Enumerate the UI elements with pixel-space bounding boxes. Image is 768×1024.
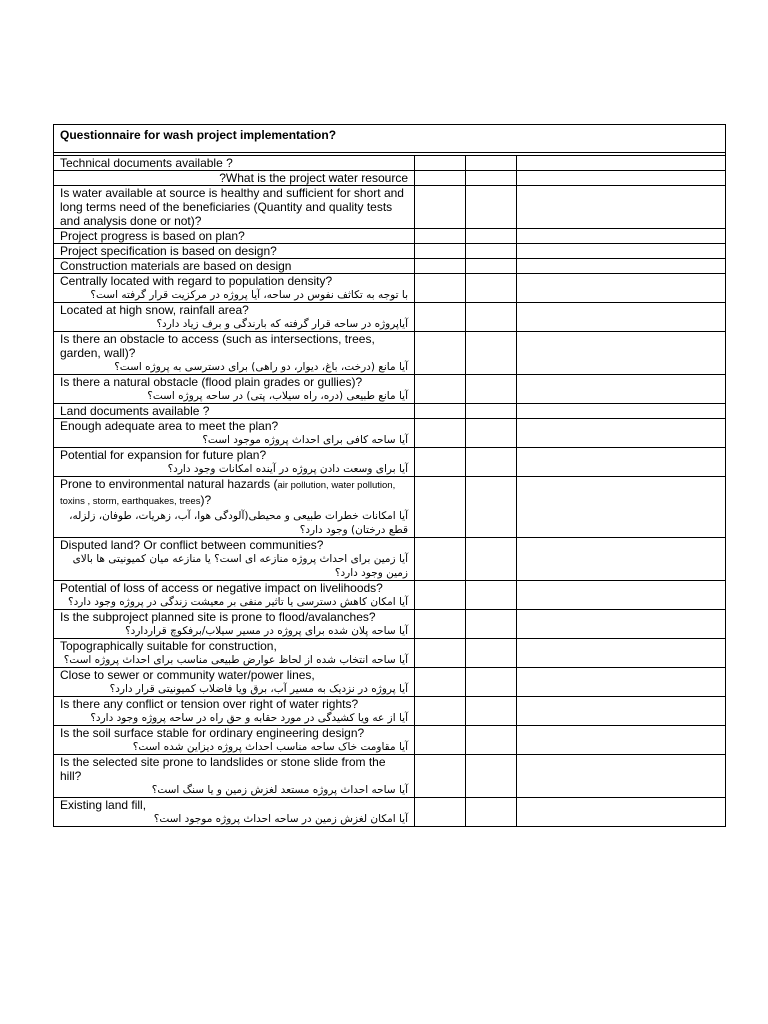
answer-cell[interactable] <box>517 332 726 375</box>
answer-cell[interactable] <box>466 274 517 303</box>
answer-cell[interactable] <box>466 171 517 186</box>
question-text <box>60 668 408 682</box>
question-text-main: Is water available at source is healthy and sufficient for short and long terms need of the beneficiaries (Quantity and quality tests and analysis done or not)? <box>60 186 404 228</box>
answer-cell[interactable] <box>466 156 517 171</box>
question-text-main: Potential for expansion for future plan? <box>60 448 267 462</box>
answer-cell[interactable] <box>517 581 726 610</box>
question-row <box>54 186 726 229</box>
question-text <box>60 274 408 288</box>
answer-cell[interactable] <box>466 581 517 610</box>
question-text-dari: آیا پروژه در نزدیک به مسیر آب، برق ویا فاضلاب کمیونیتی قرار دارد؟ <box>109 683 408 695</box>
question-cell <box>54 244 415 259</box>
question-cell <box>54 639 415 668</box>
question-row <box>54 332 726 375</box>
question-cell <box>54 229 415 244</box>
question-text <box>60 303 408 317</box>
question-text-main: Is the subproject planned site is prone to flood/avalanches? <box>60 610 376 624</box>
question-text-main: Land documents available ? <box>60 404 210 418</box>
question-text-dari: آیا زمین برای احداث پروژه منازعه ای است؟ یا منازعه میان کمیونیتی ها بالای زمین وجود دارد؟ <box>72 553 408 579</box>
question-text-dari: آیا برای وسعت دادن پروژه در آینده امکانات وجود دارد؟ <box>167 463 408 475</box>
answer-cell[interactable] <box>415 274 466 303</box>
answer-cell[interactable] <box>517 668 726 697</box>
question-text-dari: آیا امکانات خطرات طبیعی و محیطی(آلودگی هوا، آب، زهریات، طوفان، زلزله، قطع درختان) وجود دارد؟ <box>69 510 408 536</box>
answer-cell[interactable] <box>415 798 466 827</box>
answer-cell[interactable] <box>517 244 726 259</box>
question-text-dari: آیاپروژه در ساحه قرار گرفته که بارندگی و برف زیاد دارد؟ <box>156 318 408 330</box>
question-text-main: Disputed land? Or conflict between communities? <box>60 538 324 552</box>
question-text <box>60 332 408 360</box>
question-row <box>54 755 726 798</box>
question-row <box>54 375 726 404</box>
answer-cell[interactable] <box>415 404 466 419</box>
question-text-main: Prone to environmental natural hazards ( <box>60 477 278 491</box>
question-row <box>54 639 726 668</box>
question-text-main: Existing land fill, <box>60 798 147 812</box>
answer-cell[interactable] <box>415 697 466 726</box>
answer-cell[interactable] <box>517 755 726 798</box>
question-text <box>60 639 408 653</box>
questionnaire-table <box>53 124 726 827</box>
question-text <box>60 755 408 783</box>
question-text <box>60 229 408 243</box>
answer-cell[interactable] <box>466 538 517 581</box>
question-cell <box>54 668 415 697</box>
question-text-dari: آیا مانع طبیعی (دره، راه سیلاب، پتی) در ساحه پروژه است؟ <box>147 390 408 402</box>
answer-cell[interactable] <box>466 726 517 755</box>
question-row <box>54 798 726 827</box>
question-text-main: Is there any conflict or tension over right of water rights? <box>60 697 359 711</box>
answer-cell[interactable] <box>517 639 726 668</box>
question-text-detail: air pollution, water pollution, toxins , storm, earthquakes, trees <box>60 480 396 507</box>
question-row <box>54 274 726 303</box>
question-row <box>54 668 726 697</box>
question-text-dari: آیا مقاومت خاک ساحه مناسب احداث پروژه دیزاین شده است؟ <box>132 741 408 753</box>
question-cell <box>54 538 415 581</box>
answer-cell[interactable] <box>517 448 726 477</box>
question-text <box>60 259 408 273</box>
question-cell <box>54 448 415 477</box>
question-row <box>54 156 726 171</box>
answer-cell[interactable] <box>415 186 466 229</box>
question-text-dari: آیا ساحه پلان شده برای پروژه در مسیر سیلاب/برفکوچ قراردارد؟ <box>125 625 408 637</box>
answer-cell[interactable] <box>415 538 466 581</box>
question-cell <box>54 375 415 404</box>
questionnaire-title: Questionnaire for wash project implementation? <box>54 125 726 153</box>
answer-cell[interactable] <box>517 419 726 448</box>
answer-cell[interactable] <box>415 581 466 610</box>
question-cell <box>54 581 415 610</box>
answer-cell[interactable] <box>517 171 726 186</box>
answer-cell[interactable] <box>415 477 466 538</box>
answer-cell[interactable] <box>415 610 466 639</box>
answer-cell[interactable] <box>466 448 517 477</box>
answer-cell[interactable] <box>466 419 517 448</box>
question-row <box>54 581 726 610</box>
question-text <box>60 186 408 228</box>
question-cell <box>54 755 415 798</box>
answer-cell[interactable] <box>517 610 726 639</box>
answer-cell[interactable] <box>517 697 726 726</box>
question-text-main: Is the selected site prone to landslides or stone slide from the hill? <box>60 755 386 783</box>
question-text-main: Is there an obstacle to access (such as intersections, trees, garden, wall)? <box>60 332 375 360</box>
answer-cell[interactable] <box>517 186 726 229</box>
question-cell <box>54 477 415 538</box>
answer-cell[interactable] <box>466 303 517 332</box>
question-row <box>54 244 726 259</box>
answer-cell[interactable] <box>517 477 726 538</box>
answer-cell[interactable] <box>415 156 466 171</box>
answer-cell[interactable] <box>415 668 466 697</box>
answer-cell[interactable] <box>517 404 726 419</box>
question-row <box>54 303 726 332</box>
answer-cell[interactable] <box>466 798 517 827</box>
question-text-main: Close to sewer or community water/power lines, <box>60 668 315 682</box>
answer-cell[interactable] <box>466 610 517 639</box>
answer-cell[interactable] <box>415 639 466 668</box>
question-row <box>54 697 726 726</box>
question-cell <box>54 274 415 303</box>
answer-cell[interactable] <box>415 259 466 274</box>
question-text-main: Centrally located with regard to population density? <box>60 274 333 288</box>
question-text <box>60 610 408 624</box>
answer-cell[interactable] <box>415 332 466 375</box>
answer-cell[interactable] <box>466 229 517 244</box>
question-text <box>60 726 408 740</box>
question-cell <box>54 332 415 375</box>
answer-cell[interactable] <box>466 639 517 668</box>
question-cell <box>54 186 415 229</box>
answer-cell[interactable] <box>517 375 726 404</box>
title-row <box>54 125 726 153</box>
answer-cell[interactable] <box>466 332 517 375</box>
question-text-dari: آیا ساحه انتخاب شده از لحاظ عوارض طبیعی مناسب برای احداث پروژه است؟ <box>63 654 408 666</box>
answer-cell[interactable] <box>415 448 466 477</box>
question-text-dari: آیا مانع (درخت، باغ، دیوار، دو راهی) برای دسترسی به پروژه است؟ <box>114 361 408 373</box>
question-text-main: Potential of loss of access or negative impact on livelihoods? <box>60 581 383 595</box>
question-text-main: Project progress is based on plan? <box>60 229 245 243</box>
question-cell <box>54 259 415 274</box>
question-cell <box>54 404 415 419</box>
question-cell <box>54 697 415 726</box>
question-text-main: Topographically suitable for construction, <box>60 639 277 653</box>
answer-cell[interactable] <box>466 375 517 404</box>
answer-cell[interactable] <box>517 274 726 303</box>
answer-cell[interactable] <box>517 538 726 581</box>
question-cell <box>54 798 415 827</box>
question-text-main: Located at high snow, rainfall area? <box>60 303 249 317</box>
question-row <box>54 229 726 244</box>
question-text-main: Project specification is based on design? <box>60 244 277 258</box>
question-cell <box>54 171 415 186</box>
answer-cell[interactable] <box>415 244 466 259</box>
question-text <box>60 477 408 509</box>
question-text <box>60 538 408 552</box>
question-text-main: Technical documents available ? <box>60 156 233 170</box>
question-text <box>60 448 408 462</box>
answer-cell[interactable] <box>466 404 517 419</box>
answer-cell[interactable] <box>517 259 726 274</box>
answer-cell[interactable] <box>466 477 517 538</box>
question-text-main: Is the soil surface stable for ordinary engineering design? <box>60 726 365 740</box>
answer-cell[interactable] <box>517 798 726 827</box>
question-text-dari: آیا از عه ویا کشیدگی در مورد حقابه و حق راه در ساحه پروژه وجود دارد؟ <box>90 712 408 724</box>
answer-cell[interactable] <box>466 186 517 229</box>
question-row <box>54 404 726 419</box>
answer-cell[interactable] <box>415 229 466 244</box>
question-cell <box>54 303 415 332</box>
answer-cell[interactable] <box>466 259 517 274</box>
answer-cell[interactable] <box>517 726 726 755</box>
question-cell <box>54 726 415 755</box>
question-row <box>54 610 726 639</box>
question-text-tail: )? <box>200 493 212 507</box>
question-text <box>60 375 408 389</box>
answer-cell[interactable] <box>517 156 726 171</box>
question-text-dari: آیا ساحه کافی برای احداث پروژه موجود است؟ <box>202 434 408 446</box>
answer-cell[interactable] <box>415 726 466 755</box>
question-text: ?What is the project water resource <box>219 171 408 185</box>
answer-cell[interactable] <box>415 303 466 332</box>
answer-cell[interactable] <box>415 419 466 448</box>
question-row <box>54 448 726 477</box>
question-text <box>60 419 408 433</box>
question-text-main: Is there a natural obstacle (flood plain grades or gullies)? <box>60 375 363 389</box>
answer-cell[interactable] <box>415 375 466 404</box>
question-row <box>54 259 726 274</box>
question-text <box>60 798 408 812</box>
question-cell <box>54 610 415 639</box>
answer-cell[interactable] <box>466 697 517 726</box>
question-text-main: Enough adequate area to meet the plan? <box>60 419 279 433</box>
question-row <box>54 726 726 755</box>
question-row <box>54 171 726 186</box>
question-text-dari: آیا امکان کاهش دسترسی یا تاثیر منفی بر معیشت زندگی در پروژه وجود دارد؟ <box>68 596 408 608</box>
question-row <box>54 477 726 538</box>
answer-cell[interactable] <box>466 755 517 798</box>
question-text <box>60 404 408 418</box>
question-text-dari: آیا امکان لغزش زمین در ساحه احداث پروژه موجود است؟ <box>153 813 408 825</box>
question-cell <box>54 156 415 171</box>
answer-cell[interactable] <box>466 668 517 697</box>
answer-cell[interactable] <box>415 755 466 798</box>
question-text <box>60 244 408 258</box>
question-text-dari: آیا ساحه احداث پروژه مستعد لغزش زمین و یا سنگ است؟ <box>151 784 408 796</box>
question-text <box>60 581 408 595</box>
question-cell <box>54 419 415 448</box>
question-text <box>60 156 408 170</box>
answer-cell[interactable] <box>517 303 726 332</box>
question-text-main: Construction materials are based on design <box>60 259 292 273</box>
question-row <box>54 538 726 581</box>
question-text <box>60 697 408 711</box>
answer-cell[interactable] <box>466 244 517 259</box>
question-row <box>54 419 726 448</box>
answer-cell[interactable] <box>415 171 466 186</box>
question-text-dari: با توجه به تکاثف نفوس در ساحه، آیا پروژه در مرکزیت قرار گرفته است؟ <box>90 289 408 301</box>
answer-cell[interactable] <box>517 229 726 244</box>
